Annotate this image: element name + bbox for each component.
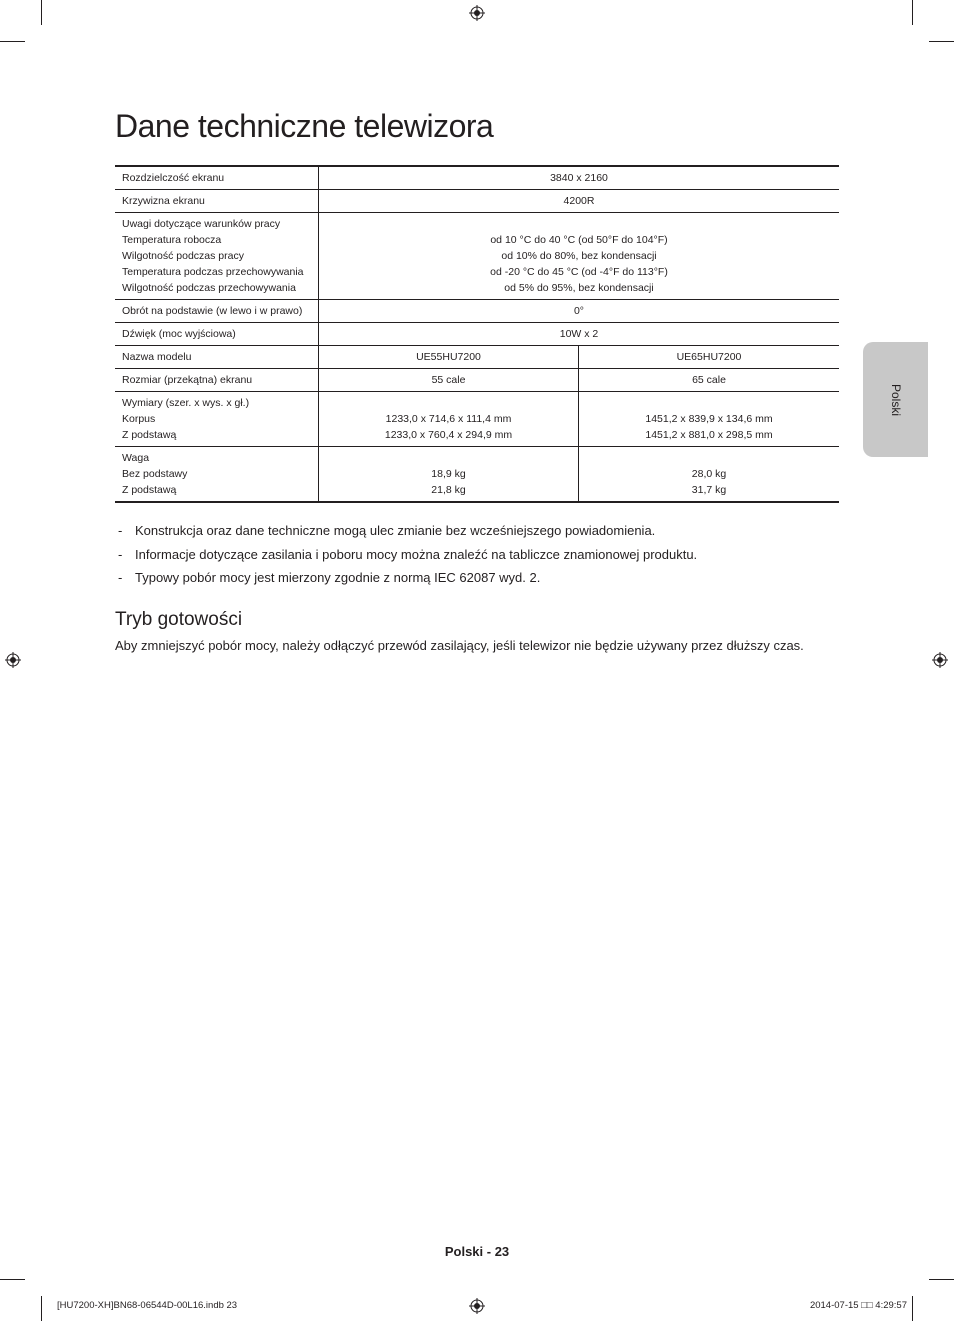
list-item (115, 545, 839, 565)
spec-value-line: od 5% do 95%, bez kondensacji (504, 282, 654, 294)
spec-value: 0° (319, 300, 840, 323)
spec-label: Krzywizna ekranu (115, 190, 319, 213)
crop-mark-top-right-h (929, 41, 954, 42)
standby-paragraph: Aby zmniejszyć pobór mocy, należy odłączyć przewód zasilający, jeśli telewizor nie będzie używany przez dłuższy czas. (115, 638, 804, 653)
spec-value-line: 1233,0 x 760,4 x 294,9 mm (384, 429, 513, 441)
table-row (115, 190, 839, 213)
print-slug-date: 2014-07-15 □□ 4:29:57 (809, 1300, 907, 1311)
table-row (115, 300, 839, 323)
table-row (115, 369, 839, 392)
note-text: Typowy pobór mocy jest mierzony zgodnie z normą IEC 62087 wyd. 2. (135, 570, 541, 585)
side-tab-label: Polski (888, 383, 903, 416)
spec-value-line: 1233,0 x 714,6 x 111,4 mm (385, 413, 512, 425)
spec-value-line: 18,9 kg (431, 468, 466, 480)
spec-value-line: od -20 °C do 45 °C (od -4°F do 113°F) (490, 266, 668, 278)
page-number: Polski - 23 (444, 1244, 510, 1259)
bullet-dash: - (118, 523, 123, 538)
spec-label (115, 447, 319, 503)
spec-label-line: Temperatura podczas przechowywania (122, 266, 304, 278)
registration-target-icon (469, 5, 485, 21)
spec-value-line: od 10 °C do 40 °C (od 50°F do 104°F) (490, 234, 668, 246)
table-row (115, 323, 839, 346)
crop-mark-bottom-right-v (912, 1296, 913, 1321)
specs-table (115, 165, 839, 503)
spec-label-line: Bez podstawy (122, 468, 188, 480)
model-65: UE65HU7200 (579, 346, 840, 369)
table-row (115, 166, 839, 190)
page-title: Dane techniczne telewizora (115, 108, 494, 144)
print-slug-file: [HU7200-XH]BN68-06544D-00L16.indb 23 (57, 1300, 238, 1311)
bullet-dash: - (118, 570, 123, 585)
spec-label: Obrót na podstawie (w lewo i w prawo) (115, 300, 319, 323)
spec-value-line: 21,8 kg (431, 484, 466, 496)
note-text: Konstrukcja oraz dane techniczne mogą ulec zmianie bez wcześniejszego powiadomienia. (135, 523, 656, 538)
spec-label-line: Wymiary (szer. x wys. x gł.) (122, 397, 250, 409)
table-row (115, 346, 839, 369)
notes-list (115, 521, 839, 592)
spec-label: Dźwięk (moc wyjściowa) (115, 323, 319, 346)
spec-label-line: Z podstawą (122, 429, 177, 441)
language-side-tab (863, 342, 928, 457)
spec-value: 65 cale (579, 369, 840, 392)
spec-value (319, 392, 579, 447)
spec-label-line: Z podstawą (122, 484, 177, 496)
spec-value-line: 1451,2 x 839,9 x 134,6 mm (645, 413, 773, 425)
note-text: Informacje dotyczące zasilania i poboru mocy można znaleźć na tabliczce znamionowej produktu. (135, 546, 698, 562)
crop-mark-bottom-right-h (929, 1279, 954, 1280)
section-heading-standby: Tryb gotowości (115, 609, 243, 630)
spec-value-line: od 10% do 80%, bez kondensacji (501, 250, 657, 262)
spec-label-line: Uwagi dotyczące warunków pracy (122, 218, 281, 230)
spec-label-line: Waga (122, 452, 150, 464)
registration-target-icon (932, 652, 948, 668)
spec-label-line: Korpus (122, 413, 156, 425)
list-item (115, 521, 839, 541)
crop-mark-top-left-h (0, 41, 25, 42)
spec-label (115, 213, 319, 300)
spec-value-line: 28,0 kg (691, 468, 727, 480)
model-55: UE55HU7200 (319, 346, 579, 369)
spec-label: Rozdzielczość ekranu (115, 166, 319, 190)
spec-label-line: Temperatura robocza (122, 234, 222, 246)
spec-value: 55 cale (319, 369, 579, 392)
spec-label (115, 392, 319, 447)
spec-value: 3840 x 2160 (319, 166, 840, 190)
spec-value: 10W x 2 (319, 323, 840, 346)
table-row (115, 392, 839, 447)
list-item (115, 568, 839, 588)
spec-label: Nazwa modelu (115, 346, 319, 369)
spec-value (319, 447, 579, 503)
spec-label-line: Wilgotność podczas pracy (122, 250, 244, 262)
table-row (115, 213, 839, 300)
spec-value (579, 447, 840, 503)
crop-mark-bottom-left-h (0, 1279, 25, 1280)
spec-value (579, 392, 840, 447)
crop-mark-bottom-left-v (41, 1296, 42, 1321)
spec-label-line: Wilgotność podczas przechowywania (122, 282, 296, 294)
crop-mark-top-left-v (41, 0, 42, 25)
registration-target-icon (469, 1298, 485, 1314)
table-row (115, 447, 839, 503)
bullet-dash: - (118, 546, 123, 562)
spec-label: Rozmiar (przekątna) ekranu (115, 369, 319, 392)
spec-value: 4200R (319, 190, 840, 213)
spec-value-line: 31,7 kg (691, 484, 727, 496)
spec-value-line: 1451,2 x 881,0 x 298,5 mm (645, 429, 773, 441)
registration-target-icon (5, 652, 21, 668)
spec-value (319, 213, 840, 300)
crop-mark-top-right-v (912, 0, 913, 25)
